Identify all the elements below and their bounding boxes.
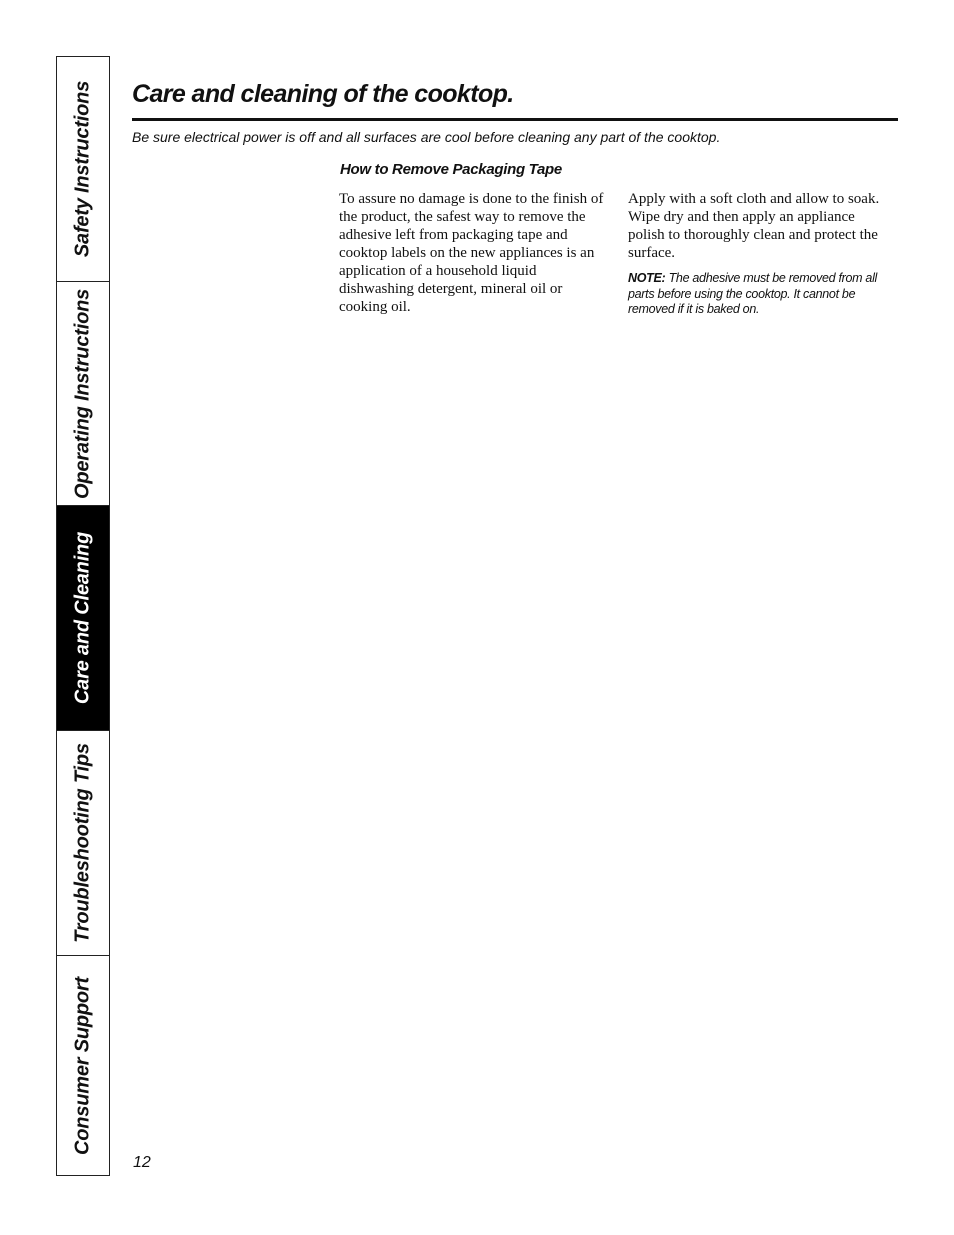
tab-label: Safety Instructions bbox=[71, 80, 94, 258]
tab-troubleshooting-tips[interactable] bbox=[57, 731, 109, 956]
right-column bbox=[628, 190, 890, 318]
left-column bbox=[339, 190, 611, 316]
page-number: 12 bbox=[133, 1154, 151, 1171]
title-divider bbox=[132, 118, 898, 121]
note-text: The adhesive must be removed from all parts before using the cooktop. It cannot be removed if it is baked on. bbox=[628, 271, 878, 316]
tab-label: Care and Cleaning bbox=[71, 531, 94, 705]
section-heading: How to Remove Packaging Tape bbox=[340, 161, 562, 178]
section-tabs bbox=[56, 56, 110, 1176]
body-paragraph: To assure no damage is done to the finish of the product, the safest way to remove the adhesive left from packaging tape and cooktop labels on the new appliances is an application of a household liquid dishwashing detergent, mineral oil or cooking oil. bbox=[339, 191, 604, 315]
tab-label: Operating Instructions bbox=[71, 288, 94, 499]
intro-text: Be sure electrical power is off and all surfaces are cool before cleaning any part of the cooktop. bbox=[132, 129, 721, 145]
note-label: NOTE: bbox=[628, 271, 666, 285]
tab-operating-instructions[interactable] bbox=[57, 282, 109, 506]
page-title: Care and cleaning of the cooktop. bbox=[132, 80, 514, 108]
note bbox=[628, 271, 890, 318]
tab-safety-instructions[interactable] bbox=[57, 57, 109, 282]
tab-label: Consumer Support bbox=[71, 976, 94, 1155]
tab-care-and-cleaning[interactable] bbox=[57, 506, 109, 731]
tab-consumer-support[interactable] bbox=[57, 956, 109, 1175]
body-paragraph: Apply with a soft cloth and allow to soak. Wipe dry and then apply an appliance polish to thoroughly clean and protect the surface. bbox=[628, 191, 880, 261]
tab-label: Troubleshooting Tips bbox=[71, 743, 94, 943]
